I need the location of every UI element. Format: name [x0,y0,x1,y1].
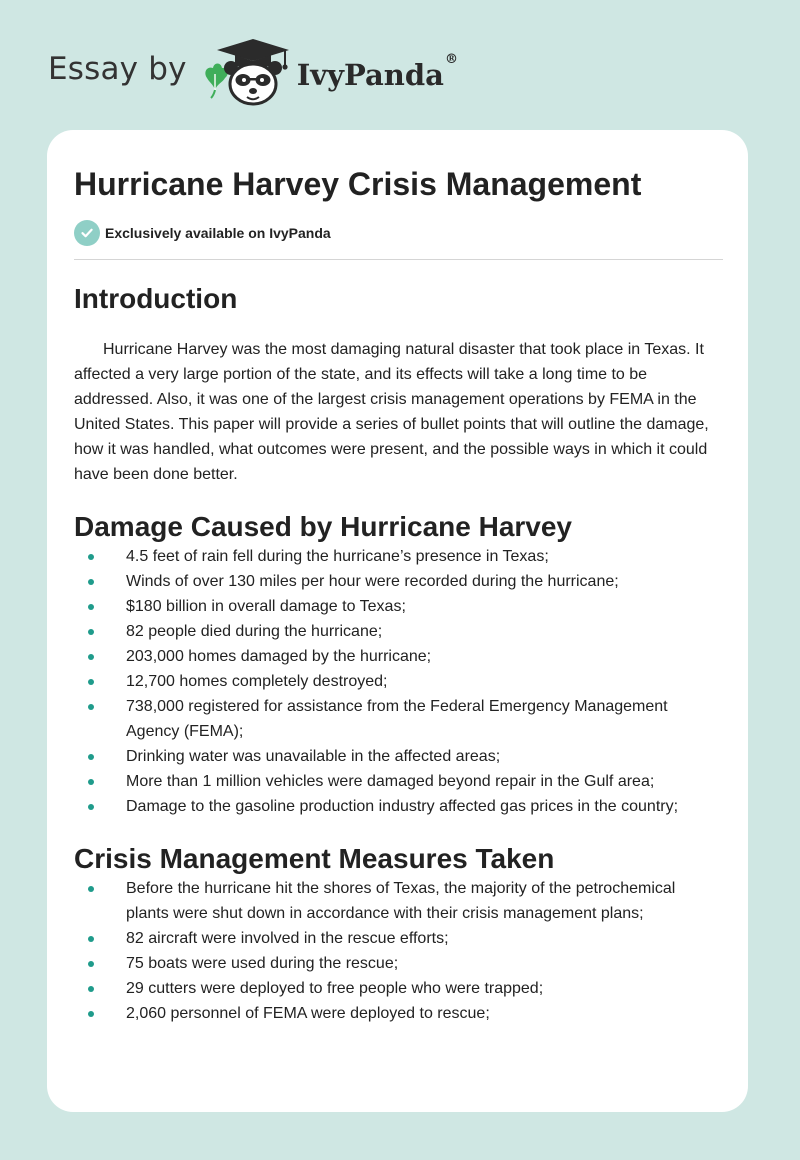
section-heading-measures: Crisis Management Measures Taken [74,843,555,874]
bullet-icon [88,629,94,635]
bullet-icon [88,679,94,685]
list-item: $180 billion in overall damage to Texas; [74,594,706,619]
measures-list [74,876,722,1026]
bullet-icon [88,961,94,967]
list-item: 12,700 homes completely destroyed; [74,669,706,694]
bullet-icon [88,936,94,942]
bullet-icon [88,554,94,560]
divider [74,259,723,260]
bullet-icon [88,804,94,810]
section-heading-damage: Damage Caused by Hurricane Harvey [74,511,572,542]
bullet-icon [88,579,94,585]
essay-card [47,130,748,1112]
page-title: Hurricane Harvey Crisis Management [74,166,642,202]
brand-name: IvyPanda® [296,52,458,92]
intro-paragraph: Hurricane Harvey was the most damaging natural disaster that took place in Texas. It affected a very large portion of the state, and its effects will take a long time to be addressed. Also, it was one of the largest crisis management operations by FEMA in the United States. This paper will provide a series of bullet points that will outline the damage, how it was handled, what outcomes were present, and the possible ways in which it could have been done better. [74,341,709,483]
bullet-icon [88,754,94,760]
bullet-icon [88,886,94,892]
list-item: 4.5 feet of rain fell during the hurricane’s presence in Texas; [74,544,706,569]
list-item: 82 aircraft were involved in the rescue efforts; [74,926,706,951]
bullet-icon [88,1011,94,1017]
check-circle-icon [74,220,100,246]
brand-prefix: Essay by [48,51,187,87]
bullet-icon [88,654,94,660]
bullet-icon [88,986,94,992]
damage-list [74,544,722,819]
panda-graduate-icon [201,38,293,108]
list-item: 29 cutters were deployed to free people who were trapped; [74,976,706,1001]
bullet-icon [88,604,94,610]
exclusive-badge [74,220,722,246]
registered-mark: ® [444,52,458,67]
list-item: Winds of over 130 miles per hour were recorded during the hurricane; [74,569,706,594]
brand-header [48,38,458,108]
list-item: 203,000 homes damaged by the hurricane; [74,644,706,669]
bullet-icon [88,779,94,785]
bullet-icon [88,704,94,710]
list-item: 75 boats were used during the rescue; [74,951,706,976]
list-item: 2,060 personnel of FEMA were deployed to rescue; [74,1001,706,1026]
list-item: 82 people died during the hurricane; [74,619,706,644]
list-item: Before the hurricane hit the shores of Texas, the majority of the petrochemical plants were shut down in accordance with their crisis management plans; [74,876,706,926]
section-heading-introduction: Introduction [74,283,238,314]
badge-text: Exclusively available on IvyPanda [105,225,331,241]
list-item: Drinking water was unavailable in the affected areas; [74,744,706,769]
list-item: More than 1 million vehicles were damaged beyond repair in the Gulf area; [74,769,706,794]
list-item: Damage to the gasoline production industry affected gas prices in the country; [74,794,706,819]
list-item: 738,000 registered for assistance from the Federal Emergency Management Agency (FEMA); [74,694,706,744]
